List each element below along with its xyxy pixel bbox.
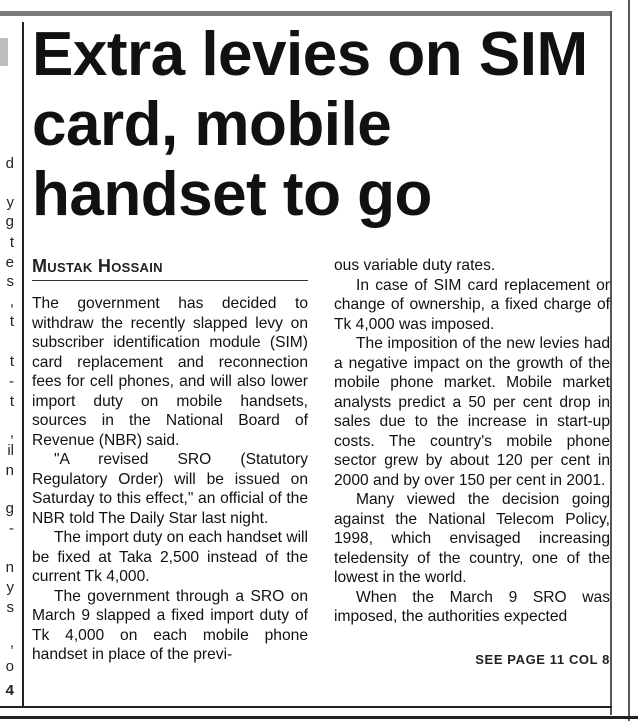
page-edge-rule: [628, 0, 630, 721]
adjacent-text-fragment: t: [9, 393, 14, 410]
adjacent-text-fragment: e: [5, 254, 14, 271]
right-column-rule: [610, 11, 612, 715]
adjacent-text-fragment: g: [5, 500, 14, 517]
adjacent-text-fragment: t: [9, 353, 14, 370]
adjacent-text-fragment: ,: [9, 424, 14, 441]
article-headline: Extra levies on SIM card, mobile handset to go: [32, 20, 588, 229]
paragraph: The imposition of the new levies had a negative impact on the growth of the mobile phone market. Mobile market analysts predict a 50 per cent drop in sales due to the increase in start-up costs. The country's mobile phone sector grew by about 120 per cent in 2000 and by over 150 per cent in 2001.: [334, 335, 610, 489]
adjacent-text-fragment: -: [9, 373, 14, 390]
paragraph: When the March 9 SRO was imposed, the authorities expected: [334, 588, 610, 625]
article-column-1: [32, 294, 308, 665]
adjacent-text-fragment: s: [6, 273, 14, 290]
top-border-rule: [0, 11, 610, 16]
adjacent-text-fragment: 4: [5, 682, 14, 699]
adjacent-text-fragment: il: [7, 442, 14, 459]
paragraph: "A revised SRO (Statutory Regulatory Order) will be issued on Saturday to this effect," an official of the NBR told The Daily Star last night.: [32, 451, 308, 527]
adjacent-text-fragment: ,: [9, 634, 14, 651]
adjacent-text-fragment: n: [5, 559, 14, 576]
page-bottom-rule: [0, 716, 638, 719]
paragraph: The import duty on each handset will be fixed at Taka 2,500 instead of the current Tk 4,000.: [32, 529, 308, 585]
byline-name: Mustak Hossain: [32, 256, 163, 276]
adjacent-text-fragment: y: [6, 194, 14, 211]
adjacent-article-tab: [0, 38, 8, 66]
adjacent-text-fragment: ,: [9, 293, 14, 310]
continuation-jump-line: SEE PAGE 11 COL 8: [475, 652, 610, 667]
bottom-border-rule: [0, 706, 612, 708]
adjacent-text-fragment: s: [6, 599, 14, 616]
adjacent-text-fragment: g: [5, 213, 14, 230]
adjacent-text-fragment: t: [9, 313, 14, 330]
adjacent-text-fragment: y: [6, 579, 14, 596]
article-byline: [32, 256, 307, 277]
paragraph: In case of SIM card replacement or change of ownership, a fixed charge of Tk 4,000 was imposed.: [334, 276, 610, 333]
left-column-rule: [22, 22, 24, 706]
adjacent-text-fragment: n: [5, 462, 14, 479]
byline-rule: [32, 280, 308, 281]
paragraph: The government has decided to withdraw the recently slapped levy on subscriber identification module (SIM) card replacement and reconnection fees for cell phones, and will also lower import duty on mobile handsets, sources in the National Board of Revenue (NBR) said.: [32, 295, 308, 449]
paragraph: The government through a SRO on March 9 slapped a fixed import duty of Tk 4,000 on each mobile phone handset in place of the previ-: [32, 587, 308, 663]
adjacent-text-fragment: d: [5, 155, 14, 172]
adjacent-text-fragment: -: [9, 520, 14, 537]
paragraph: Many viewed the decision going against the National Telecom Policy, 1998, which envisaged increasing teledensity of the country, one of the lowest in the world.: [334, 491, 610, 586]
article-column-2: [334, 256, 610, 627]
paragraph: ous variable duty rates.: [334, 257, 496, 274]
adjacent-text-fragment: o: [5, 658, 14, 675]
adjacent-text-fragment: t: [9, 234, 14, 251]
